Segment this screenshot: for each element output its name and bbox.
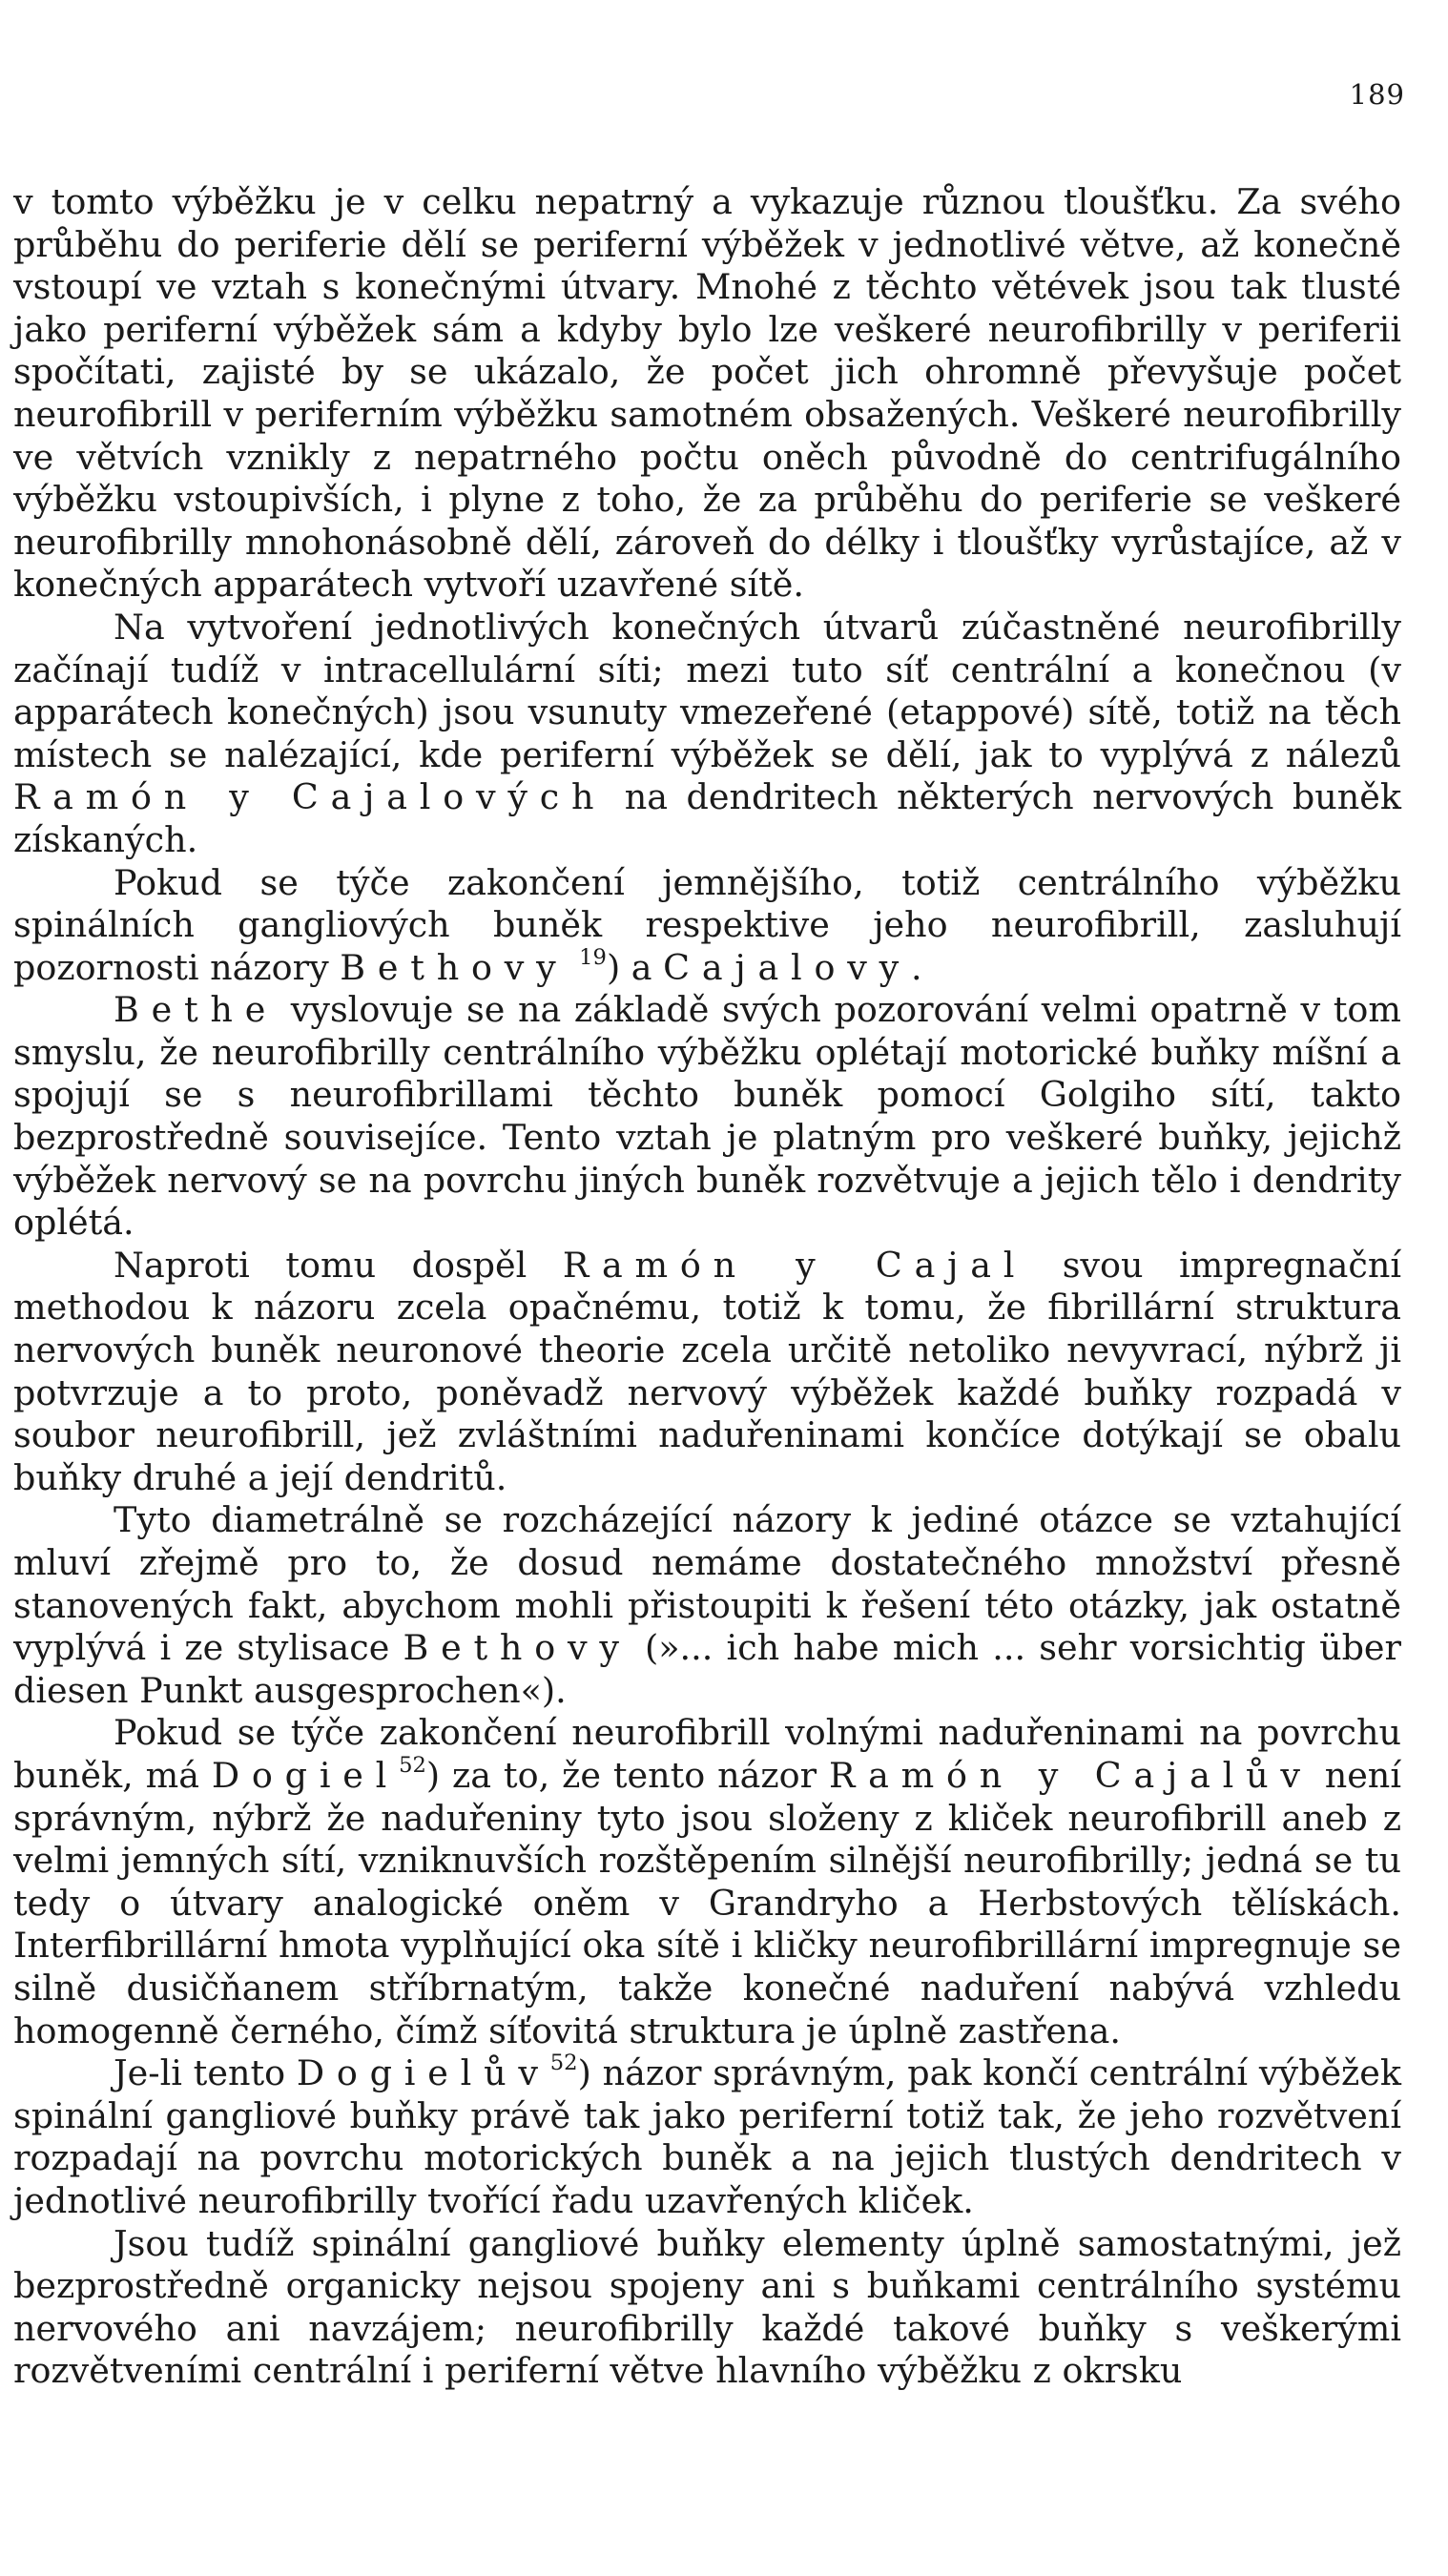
footnote-reference: 19 <box>579 944 607 970</box>
text-run: v tomto výběžku je v celku nepatrný a vykazuje různou tloušťku. Za svého průběhu do periferie dělí se periferní výběžek v jednotlivé větve, až konečně vstoupí ve vztah s konečnými útvary. Mnohé z těchto větévek jsou tak tlusté jako periferní výběžek sám a kdyby bylo lze veškeré neurofibrilly v periferii spočítati, zajisté by se ukázalo, že počet jich ohromně převyšuje počet neurofibrill v periferním výběžku samotném obsažených. Veškeré neurofibrilly ve větvích vznikly z nepatrného počtu oněch původně do centrifugálního výběžku vstoupivších, i plyne z toho, že za průběhu do periferie se veškeré neurofibrilly mnohonásobně dělí, zároveň do délky i tloušťky vyrůstajíce, až v konečných apparátech vytvoří uzavřené sítě. <box>13 181 1401 606</box>
text-run: ) a <box>606 946 664 988</box>
author-name: Dogielův <box>296 2052 550 2094</box>
author-name: Ramón y Cajalův <box>828 1754 1313 1796</box>
text-run: Jsou tudíž spinální gangliové buňky elementy úplně samostatnými, jež bezprostředně organicky nejsou spojeny ani s buňkami centrálního systému nervového ani navzájem; neurofibrilly každé takové buňky s veškerými rozvětveními centrální i periferní větve hlavního výběžku z okrsku <box>13 2222 1401 2392</box>
author-name: Dogiel <box>211 1754 400 1796</box>
text-run: . <box>911 946 922 988</box>
paragraph <box>13 2223 1401 2393</box>
author-name: Bethovy <box>340 946 569 988</box>
author-name: Ramón y Cajalových <box>13 776 607 818</box>
footnote-reference: 52 <box>399 1753 426 1779</box>
text-run: není správným, nýbrž že naduřeniny tyto jsou složeny z kliček neurofibrill aneb z velmi jemných sítí, vzniknuvších rozštěpením silnější neurofibrilly; jedná se tu tedy o útvary analogické oněm v Grandryho a Herbstových tělískách. Interfibrillární hmota vyplňující oka sítě i kličky neurofibrillární impregnuje se silně dusičňanem stříbrnatým, takže konečné naduření nabývá vzhledu homogenně černého, čímž síťovitá struktura je úplně zastřena. <box>13 1754 1401 2051</box>
paragraph <box>13 2052 1401 2222</box>
text-run <box>569 947 580 988</box>
text-run: ) názor správným, pak končí centrální výběžek spinální gangliové buňky právě tak jako periferní totiž tak, že jeho rozvětvení rozpadají na povrchu motorických buněk a na jejich tlustých dendritech v jednotlivé neurofibrilly tvořící řadu uzavřených kliček. <box>13 2052 1401 2221</box>
paragraph <box>13 989 1401 1245</box>
paragraph <box>13 1499 1401 1712</box>
text-run: (»... ich habe mich ... sehr vorsichtig über diesen Punkt ausgesprochen«). <box>13 1627 1401 1711</box>
author-name: Bethovy <box>403 1627 631 1669</box>
text-body <box>13 181 1401 2393</box>
author-name: Cajalovy <box>663 946 912 988</box>
paragraph <box>13 1712 1401 2052</box>
text-run: Pokud se týče zakončení neurofibrill volnými naduřeninami na povrchu buněk, má <box>13 1712 1401 1796</box>
text-run: na dendritech některých nervových buněk získaných. <box>13 776 1401 860</box>
text-run: Je-li tento <box>114 2052 297 2094</box>
paragraph <box>13 181 1401 607</box>
author-name: Ramón y Cajal <box>562 1244 1027 1286</box>
text-run: Naproti tomu dospěl <box>114 1244 563 1286</box>
paragraph <box>13 607 1401 862</box>
author-name: Bethe <box>114 989 279 1031</box>
footnote-reference: 52 <box>549 2050 578 2076</box>
text-run: vyslovuje se na základě svých pozorování velmi opatrně v tom smyslu, že neurofibrilly centrálního výběžku oplétají motorické buňky míšní a spojují se s neurofibrillami těchto buněk pomocí Golgiho sítí, takto bezprostředně souvisejíce. Tento vztah je platným pro veškeré buňky, jejichž výběžek nervový se na povrchu jiných buněk rozvětvuje a jejich tělo i dendrity oplétá. <box>13 989 1401 1244</box>
paragraph <box>13 862 1401 990</box>
text-run: Tyto diametrálně se rozcházející názory k jediné otázce se vztahující mluví zřejmě pro to, že dosud nemáme dostatečného množství přesně stanovených fakt, abychom mohli přistoupiti k řešení této otázky, jak ostatně vyplývá i ze stylisace <box>13 1499 1401 1669</box>
text-run: svou impregnační methodou k názoru zcela opačnému, totiž k tomu, že fibrillární struktura nervových buněk neuronové theorie zcela určitě netoliko nevyvrací, nýbrž ji potvrzuje a to proto, poněvadž nervový výběžek každé buňky rozpadá v soubor neurofibrill, jež zvláštními naduřeninami končíce dotýkají se obalu buňky druhé a její dendritů. <box>13 1244 1402 1498</box>
page-number: 189 <box>1349 78 1405 111</box>
paragraph <box>13 1245 1401 1500</box>
text-run: Pokud se týče zakončení jemnějšího, totiž centrálního výběžku spinálních gangliových buněk respektive jeho neurofibrill, zasluhují pozornosti názory <box>13 861 1401 988</box>
text-run: ) za to, že tento názor <box>425 1754 829 1796</box>
text-run: Na vytvoření jednotlivých konečných útvarů zúčastněné neurofibrilly začínají tudíž v intracellulární síti; mezi tuto síť centrální a konečnou (v apparátech konečných) jsou vsunuty vmezeřené (etappové) sítě, totiž na těch místech se nalézající, kde periferní výběžek se dělí, jak to vyplývá z nálezů <box>13 606 1401 775</box>
